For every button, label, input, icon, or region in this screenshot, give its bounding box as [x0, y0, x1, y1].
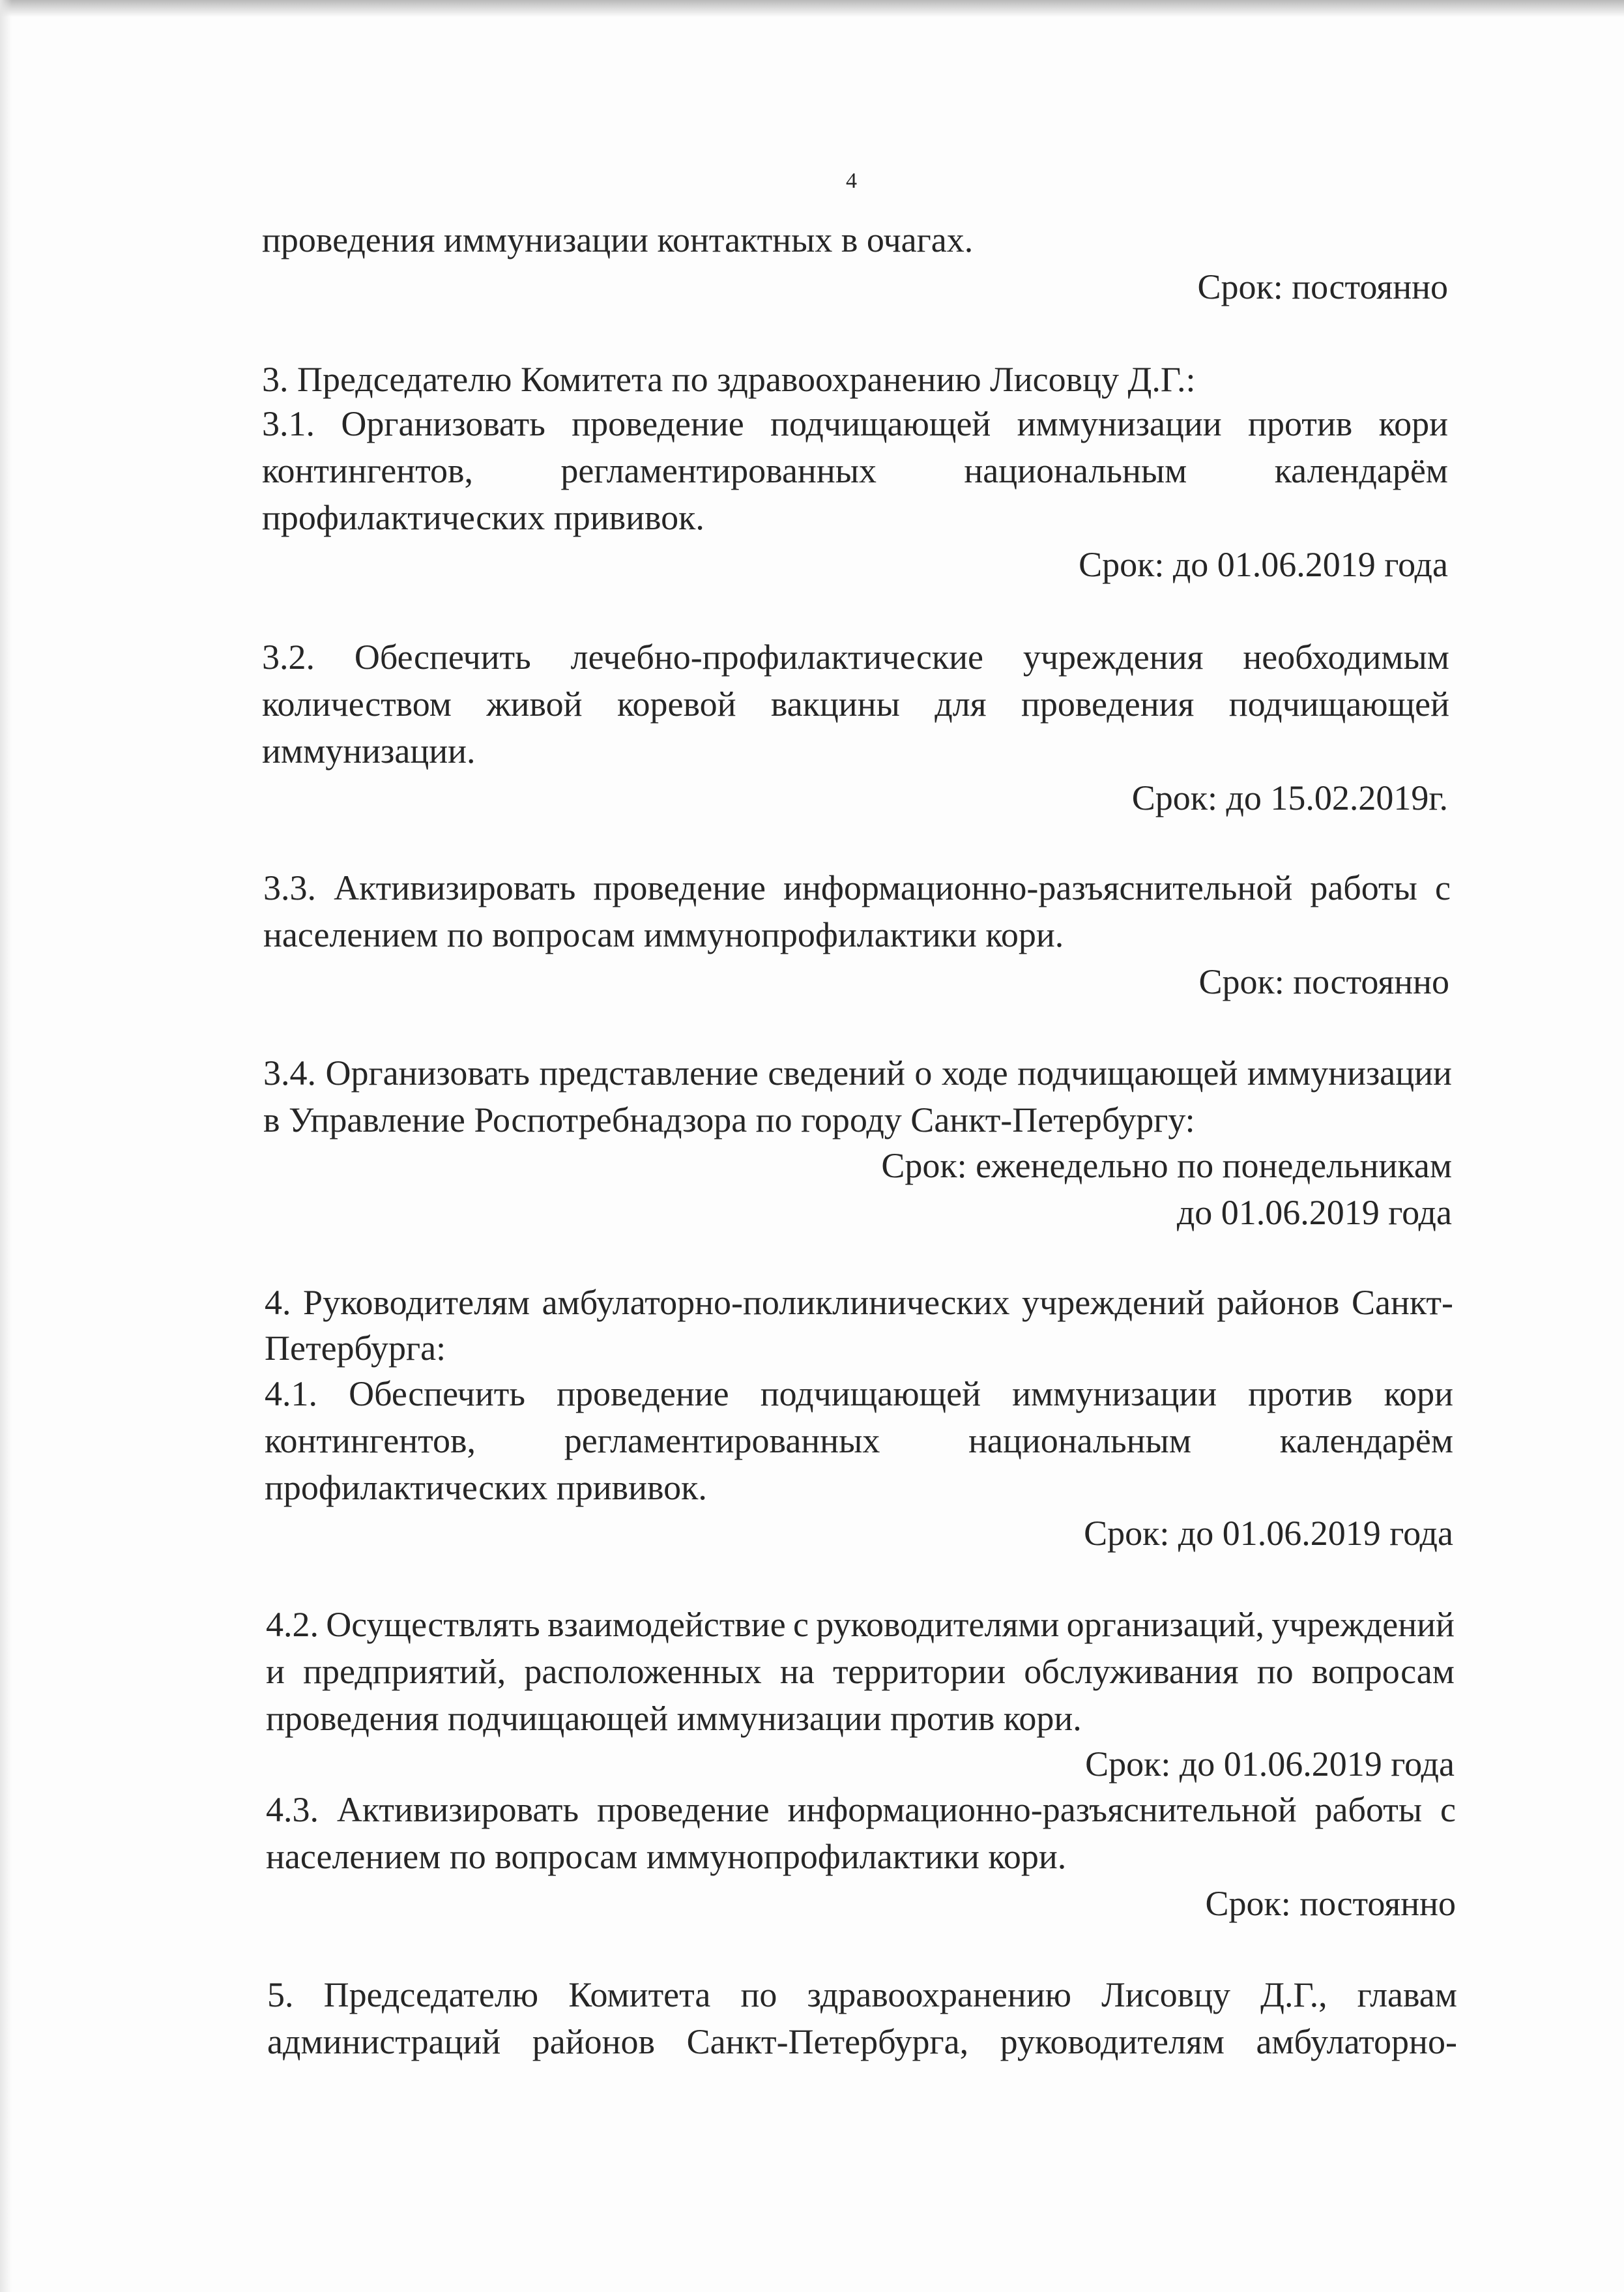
word: национальным — [964, 451, 1187, 490]
item-4-2-deadline: Срок: до 01.06.2019 года — [1085, 1744, 1455, 1784]
word: расположенных — [524, 1652, 762, 1691]
item-4-2-line-1 — [266, 1604, 1455, 1645]
word: подчищающей — [1017, 1053, 1238, 1093]
section-3-heading: 3. Председателю Комитета по здравоохранению Лисовцу Д.Г.: — [262, 360, 1196, 399]
word: с — [1435, 868, 1451, 907]
word: предприятий, — [303, 1652, 506, 1691]
item-4-3-line-1 — [266, 1789, 1456, 1830]
word: и — [266, 1652, 285, 1691]
word: учреждений — [1022, 1283, 1205, 1322]
word: иммунизации — [1247, 1053, 1452, 1093]
item-3-4-deadline-line-1: Срок: еженедельно по понедельникам — [881, 1146, 1452, 1185]
word: календарём — [1274, 451, 1448, 490]
word: 4.2. — [266, 1605, 319, 1644]
word: иммунизации — [1012, 1374, 1217, 1413]
word: проведение — [557, 1374, 729, 1413]
section-5-line-2 — [267, 2021, 1457, 2063]
word: регламентированных — [564, 1421, 880, 1460]
word: 3.4. — [263, 1053, 316, 1093]
item-3-3-line-1 — [263, 867, 1451, 909]
item-3-2-line-3: иммунизации. — [262, 731, 476, 771]
continuation-deadline: Срок: постоянно — [1197, 267, 1448, 306]
word: Организовать — [341, 404, 545, 443]
word: 4. — [265, 1283, 291, 1322]
word: национальным — [968, 1421, 1192, 1460]
word: иммунизации — [1017, 404, 1222, 443]
item-4-2-line-2 — [266, 1651, 1455, 1692]
item-4-1-line-2 — [265, 1420, 1453, 1462]
continuation-text: проведения иммунизации контактных в очагах. — [262, 220, 974, 259]
item-3-2-deadline: Срок: до 15.02.2019г. — [1131, 778, 1448, 817]
word: районов — [532, 2022, 656, 2061]
word: работы — [1310, 868, 1417, 907]
item-3-1-line-2 — [262, 450, 1448, 492]
item-4-2-line-3: проведения подчищающей иммунизации против кори. — [266, 1699, 1082, 1738]
word: 4.3. — [266, 1790, 319, 1829]
word: здравоохранению — [807, 1975, 1072, 2014]
item-3-1-line-3: профилактических прививок. — [262, 498, 704, 537]
scan-shadow-left — [0, 0, 12, 2292]
word: главам — [1357, 1975, 1457, 2014]
word: информационно-разъяснительной — [783, 868, 1293, 907]
word: проведение — [593, 868, 766, 907]
item-3-3-deadline: Срок: постоянно — [1198, 962, 1449, 1001]
item-3-4-line-2: в Управление Роспотребнадзора по городу Санкт-Петербургу: — [263, 1100, 1195, 1139]
word: работы — [1314, 1790, 1423, 1829]
item-3-2-line-1 — [262, 636, 1449, 678]
word: Д.Г., — [1260, 1975, 1327, 2014]
word: 3.1. — [262, 404, 315, 443]
word: контингентов, — [262, 451, 473, 490]
word: кори — [1384, 1374, 1453, 1413]
word: Активизировать — [336, 1790, 579, 1829]
scan-shadow-top — [0, 0, 1624, 17]
word: для — [935, 684, 987, 724]
word: кори — [1378, 404, 1448, 443]
item-3-1-deadline: Срок: до 01.06.2019 года — [1079, 545, 1448, 584]
item-3-1-line-1 — [262, 403, 1448, 445]
word: лечебно-профилактические — [570, 638, 983, 677]
word: с — [1440, 1790, 1456, 1829]
word: о — [914, 1053, 933, 1093]
word: Организовать — [325, 1053, 530, 1093]
word: с — [792, 1605, 809, 1644]
word: учреждений — [1271, 1605, 1455, 1644]
word: организаций, — [1066, 1605, 1265, 1644]
word: коревой — [616, 684, 736, 724]
item-3-4-line-1 — [263, 1052, 1452, 1094]
word: вакцины — [770, 684, 900, 724]
word: проведение — [572, 404, 744, 443]
word: живой — [486, 684, 583, 724]
word: руководителями — [816, 1605, 1060, 1644]
item-4-1-deadline: Срок: до 01.06.2019 года — [1084, 1514, 1453, 1553]
word: представление — [539, 1053, 759, 1093]
item-3-4-deadline-line-2: до 01.06.2019 года — [1176, 1193, 1452, 1232]
word: учреждения — [1022, 638, 1204, 677]
word: вопросам — [1311, 1652, 1455, 1691]
word: проведение — [597, 1790, 770, 1829]
word: контингентов, — [265, 1421, 476, 1460]
word: сведений — [768, 1053, 905, 1093]
word: Санкт-Петербурга, — [686, 2022, 969, 2061]
item-4-1-line-3: профилактических прививок. — [265, 1468, 707, 1507]
word: Осуществлять — [326, 1605, 540, 1644]
word: подчищающей — [1228, 684, 1449, 724]
word: Активизировать — [334, 868, 576, 907]
word: обслуживания — [1024, 1652, 1239, 1691]
word: руководителям — [1000, 2022, 1225, 2061]
word: по — [740, 1975, 777, 2014]
word: против — [1248, 404, 1353, 443]
word: 3.2. — [262, 638, 315, 677]
word: Руководителям — [303, 1283, 530, 1322]
word: Лисовцу — [1101, 1975, 1231, 2014]
word: подчищающей — [760, 1374, 981, 1413]
word: регламентированных — [560, 451, 877, 490]
word: Обеспечить — [349, 1374, 525, 1413]
section-4-heading-line-2: Петербурга: — [265, 1329, 446, 1368]
word: Председателю — [323, 1975, 539, 2014]
word: амбулаторно-поликлинических — [542, 1283, 1010, 1322]
item-4-3-line-2: населением по вопросам иммунопрофилактики кори. — [266, 1837, 1067, 1876]
item-4-1-line-1 — [265, 1373, 1453, 1415]
word: календарём — [1279, 1421, 1453, 1460]
word: амбулаторно- — [1256, 2022, 1457, 2061]
word: проведения — [1021, 684, 1195, 724]
word: подчищающей — [770, 404, 991, 443]
word: 5. — [267, 1975, 294, 2014]
section-4-heading-line-1 — [265, 1282, 1453, 1323]
item-4-3-deadline: Срок: постоянно — [1205, 1884, 1456, 1923]
word: Санкт- — [1351, 1283, 1453, 1322]
word: на — [779, 1652, 815, 1691]
item-3-2-line-2 — [262, 683, 1449, 725]
item-3-3-line-2: населением по вопросам иммунопрофилактики кори. — [263, 915, 1064, 954]
word: 4.1. — [265, 1374, 317, 1413]
word: администраций — [267, 2022, 501, 2061]
word: против — [1248, 1374, 1353, 1413]
word: районов — [1217, 1283, 1340, 1322]
word: территории — [832, 1652, 1006, 1691]
word: 3.3. — [263, 868, 316, 907]
word: взаимодействие — [547, 1605, 786, 1644]
word: Комитета — [568, 1975, 711, 2014]
word: по — [1256, 1652, 1294, 1691]
word: ходе — [941, 1053, 1008, 1093]
section-5-line-1 — [267, 1974, 1457, 2016]
page-number: 4 — [846, 169, 857, 193]
word: информационно-разъяснительной — [787, 1790, 1297, 1829]
word: необходимым — [1243, 638, 1449, 677]
word: количеством — [262, 684, 452, 724]
word: Обеспечить — [354, 638, 531, 677]
